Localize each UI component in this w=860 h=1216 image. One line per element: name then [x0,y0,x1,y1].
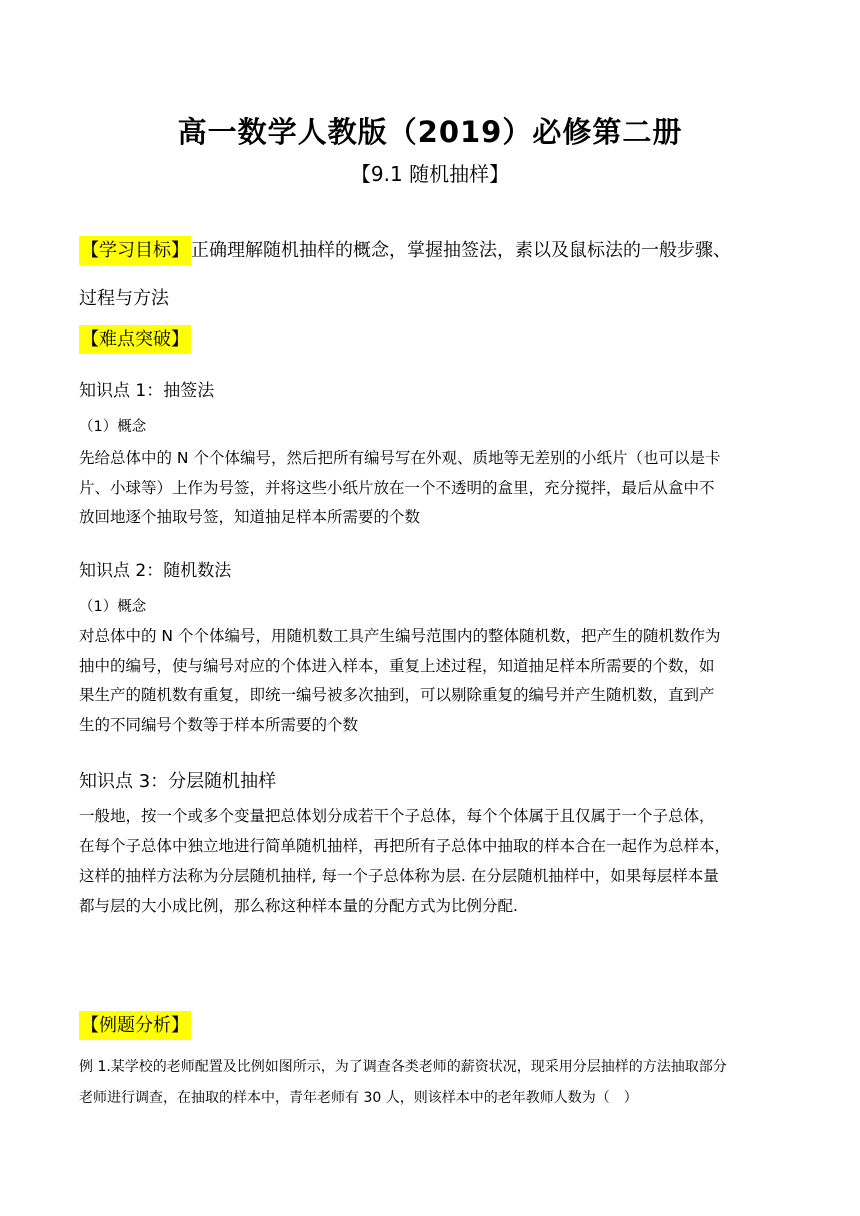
text-line: 都与层的大小成比例，那么称这种样本量的分配方式为比例分配. [79,897,518,915]
knowledge-point-3-body [79,801,791,921]
text-line: 老师进行调查，在抽取的样本中，青年老师有 30 人，则该样本中的老年教师人数为（ ） [79,1090,638,1106]
example-section [79,1006,791,1046]
text-line: 这样的抽样方法称为分层随机抽样, 每一个子总体称为层. 在分层随机抽样中，如果每层样本量 [79,867,719,885]
text-line: 生的不同编号个数等于样本所需要的个数 [79,715,359,734]
learning-objective-text-cont: 过程与方法 [79,288,169,309]
page-title: 高一数学人教版（2019）必修第二册 [177,115,683,149]
learning-objective-text: 正确理解随机抽样的概念，掌握抽签法，素以及鼠标法的一般步骤、 [191,240,731,261]
page-subtitle: 【9.1 随机抽样】 [350,162,510,186]
knowledge-point-2-heading: 知识点 2：随机数法 [79,561,232,581]
text-line: 一般地，按一个或多个变量把总体划分成若干个子总体，每个个体属于且仅属于一个子总体， [79,807,715,825]
text-line: 片、小球等）上作为号签，并将这些小纸片放在一个不透明的盒里，充分搅拌，最后从盒中不 [79,478,715,497]
example-tag: 【例题分析】 [79,1011,191,1040]
learning-objective-tag: 【学习目标】 [79,236,191,265]
text-line: 例 1.某学校的老师配置及比例如图所示，为了调查各类老师的薪资状况，现采用分层抽样的方法抽取部分 [79,1059,727,1075]
knowledge-point-3-heading: 知识点 3：分层随机抽样 [79,771,277,792]
knowledge-point-1-body [79,444,791,533]
learning-objective [79,231,791,319]
text-line: 在每个子总体中独立地进行简单随机抽样，再把所有子总体中抽取的样本合在一起作为总样本， [79,837,731,855]
difficulty-tag: 【难点突破】 [79,325,191,354]
text-line: 果生产的随机数有重复，即统一编号被多次抽到，可以剔除重复的编号并产生随机数，直到产 [79,686,715,704]
text-line: 抽中的编号，使与编号对应的个体进入样本，重复上述过程，知道抽足样本所需要的个数，如 [79,656,715,675]
knowledge-point-2-body [79,622,791,740]
text-line: 先给总体中的 N 个个体编号，然后把所有编号写在外观、质地等无差别的小纸片（也可以是卡 [79,449,721,467]
text-line: 对总体中的 N 个个体编号，用随机数工具产生编号范围内的整体随机数，把产生的随机数作为 [79,627,721,645]
knowledge-point-2-subheading: （1）概念 [79,599,147,615]
difficulty-section [79,320,791,360]
example-1-text [79,1052,791,1114]
knowledge-point-1-subheading: （1）概念 [79,419,147,435]
text-line: 放回地逐个抽取号签，知道抽足样本所需要的个数 [79,508,421,526]
knowledge-point-1-heading: 知识点 1：抽签法 [79,381,215,401]
